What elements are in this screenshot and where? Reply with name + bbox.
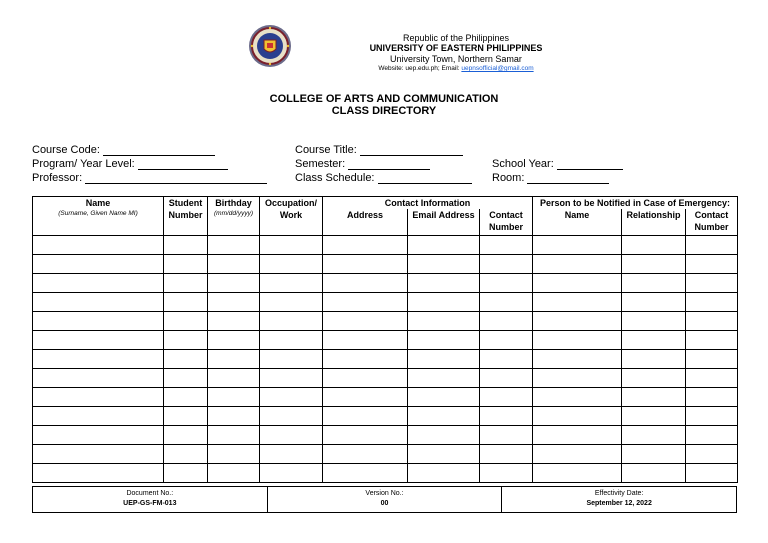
- table-cell[interactable]: [408, 331, 480, 350]
- table-cell[interactable]: [408, 236, 480, 255]
- table-cell[interactable]: [260, 312, 323, 331]
- table-cell[interactable]: [686, 369, 738, 388]
- col-student-number: Student Number: [164, 197, 208, 236]
- table-cell[interactable]: [323, 369, 408, 388]
- table-row: [33, 255, 738, 274]
- school-year-field[interactable]: [492, 158, 623, 170]
- effectivity-label: Effectivity Date:: [594, 490, 644, 497]
- table-cell[interactable]: [480, 293, 533, 312]
- table-cell[interactable]: [208, 350, 260, 369]
- col-birthday-label: Birthday: [215, 198, 252, 208]
- table-row: [33, 293, 738, 312]
- header-republic: Republic of the Philippines: [402, 33, 510, 43]
- table-cell[interactable]: [533, 331, 622, 350]
- table-cell[interactable]: [480, 388, 533, 407]
- table-row: [33, 350, 738, 369]
- table-cell[interactable]: [622, 236, 686, 255]
- table-cell[interactable]: [164, 255, 208, 274]
- table-cell[interactable]: [164, 426, 208, 445]
- table-cell[interactable]: [260, 350, 323, 369]
- table-cell[interactable]: [208, 369, 260, 388]
- table-cell[interactable]: [622, 464, 686, 483]
- semester-label: Semester:: [295, 158, 346, 170]
- school-year-label: School Year:: [492, 158, 554, 170]
- table-cell[interactable]: [622, 274, 686, 293]
- col-name-label: Name: [85, 198, 111, 208]
- table-cell[interactable]: [260, 464, 323, 483]
- table-cell[interactable]: [323, 445, 408, 464]
- table-cell[interactable]: [622, 350, 686, 369]
- document-title: CLASS DIRECTORY: [331, 105, 437, 117]
- table-cell[interactable]: [208, 426, 260, 445]
- table-cell[interactable]: [480, 312, 533, 331]
- table-cell[interactable]: [260, 236, 323, 255]
- table-row: [33, 312, 738, 331]
- table-cell[interactable]: [33, 426, 164, 445]
- table-cell[interactable]: [323, 255, 408, 274]
- table-cell[interactable]: [323, 331, 408, 350]
- table-row: [33, 331, 738, 350]
- room-field[interactable]: [492, 172, 609, 184]
- table-cell[interactable]: [164, 445, 208, 464]
- table-cell[interactable]: [480, 236, 533, 255]
- table-cell[interactable]: [323, 236, 408, 255]
- table-cell[interactable]: [260, 274, 323, 293]
- room-line[interactable]: [527, 173, 609, 184]
- table-cell[interactable]: [260, 407, 323, 426]
- website-text: Website: uep.edu.ph; Email:: [378, 65, 462, 72]
- table-cell[interactable]: [208, 274, 260, 293]
- table-cell[interactable]: [622, 445, 686, 464]
- table-cell[interactable]: [164, 236, 208, 255]
- table-row: [33, 464, 738, 483]
- table-row: [33, 445, 738, 464]
- program-year-label: Program/ Year Level:: [32, 158, 135, 170]
- table-cell[interactable]: [622, 255, 686, 274]
- room-label: Room:: [492, 172, 525, 184]
- header-town: University Town, Northern Samar: [390, 54, 522, 64]
- table-cell[interactable]: [164, 407, 208, 426]
- col-email-address: Email Address: [408, 209, 480, 236]
- col-emergency-name: Name: [533, 209, 622, 236]
- table-cell[interactable]: [164, 274, 208, 293]
- professor-label: Professor:: [32, 172, 83, 184]
- col-emergency-contact: Person to be Notified in Case of Emergency:: [533, 197, 738, 210]
- col-name: [33, 197, 164, 236]
- table-cell[interactable]: [260, 369, 323, 388]
- table-cell[interactable]: [686, 464, 738, 483]
- table-cell[interactable]: [622, 426, 686, 445]
- table-cell[interactable]: [208, 255, 260, 274]
- table-body: [33, 236, 738, 483]
- col-contact-number: Contact Number: [480, 209, 533, 236]
- table-cell[interactable]: [33, 255, 164, 274]
- class-schedule-label: Class Schedule:: [295, 172, 375, 184]
- col-birthday: [208, 197, 260, 236]
- table-row: [33, 274, 738, 293]
- table-row: [33, 388, 738, 407]
- table-cell[interactable]: [208, 312, 260, 331]
- table-cell[interactable]: [622, 388, 686, 407]
- table-cell[interactable]: [408, 350, 480, 369]
- course-code-line[interactable]: [103, 145, 215, 156]
- table-cell[interactable]: [323, 388, 408, 407]
- table-cell[interactable]: [323, 350, 408, 369]
- table-cell[interactable]: [323, 407, 408, 426]
- table-cell[interactable]: [686, 445, 738, 464]
- col-birthday-sub: (mm/dd/yyyy): [214, 210, 253, 217]
- table-cell[interactable]: [480, 426, 533, 445]
- table-row: [33, 407, 738, 426]
- table-cell[interactable]: [622, 312, 686, 331]
- table-cell[interactable]: [533, 312, 622, 331]
- table-cell[interactable]: [622, 331, 686, 350]
- table-cell[interactable]: [33, 464, 164, 483]
- table-cell[interactable]: [408, 255, 480, 274]
- table-cell[interactable]: [480, 350, 533, 369]
- course-code-field[interactable]: [32, 144, 215, 156]
- footer-document-no: [33, 487, 268, 513]
- table-cell[interactable]: [686, 274, 738, 293]
- class-schedule-field[interactable]: [295, 172, 472, 184]
- table-cell[interactable]: [533, 293, 622, 312]
- table-cell[interactable]: [408, 312, 480, 331]
- table-cell[interactable]: [480, 464, 533, 483]
- table-cell[interactable]: [480, 331, 533, 350]
- table-cell[interactable]: [260, 255, 323, 274]
- professor-field[interactable]: [32, 172, 267, 184]
- table-cell[interactable]: [323, 426, 408, 445]
- table-cell[interactable]: [686, 293, 738, 312]
- table-cell[interactable]: [323, 464, 408, 483]
- doc-no-label: Document No.:: [126, 490, 174, 497]
- table-cell[interactable]: [533, 274, 622, 293]
- table-row: [33, 426, 738, 445]
- table-cell[interactable]: [33, 236, 164, 255]
- header-website: [72, 65, 768, 72]
- table-cell[interactable]: [208, 464, 260, 483]
- table-cell[interactable]: [686, 255, 738, 274]
- table-cell[interactable]: [480, 445, 533, 464]
- col-address: Address: [323, 209, 408, 236]
- table-cell[interactable]: [686, 426, 738, 445]
- table-cell[interactable]: [533, 445, 622, 464]
- table-cell[interactable]: [408, 369, 480, 388]
- class-schedule-line[interactable]: [378, 173, 472, 184]
- table-cell[interactable]: [408, 274, 480, 293]
- table-cell[interactable]: [480, 407, 533, 426]
- col-relationship: Relationship: [622, 209, 686, 236]
- table-row: [33, 236, 738, 255]
- table-cell[interactable]: [533, 426, 622, 445]
- table-cell[interactable]: [164, 388, 208, 407]
- table-cell[interactable]: [33, 369, 164, 388]
- table-row: [33, 369, 738, 388]
- table-cell[interactable]: [622, 293, 686, 312]
- table-cell[interactable]: [686, 331, 738, 350]
- table-cell[interactable]: [33, 388, 164, 407]
- table-cell[interactable]: [323, 293, 408, 312]
- table-cell[interactable]: [208, 236, 260, 255]
- table-cell[interactable]: [480, 274, 533, 293]
- table-cell[interactable]: [33, 331, 164, 350]
- col-occupation: Occupation/ Work: [260, 197, 323, 236]
- table-cell[interactable]: [208, 331, 260, 350]
- table-cell[interactable]: [686, 407, 738, 426]
- table-cell[interactable]: [208, 293, 260, 312]
- table-cell[interactable]: [260, 388, 323, 407]
- header-university: UNIVERSITY OF EASTERN PHILIPPINES: [369, 43, 543, 53]
- table-cell[interactable]: [164, 464, 208, 483]
- doc-no-value: UEP-GS-FM-013: [123, 500, 177, 507]
- table-cell[interactable]: [480, 255, 533, 274]
- table-cell[interactable]: [164, 293, 208, 312]
- program-year-line[interactable]: [138, 159, 228, 170]
- table-cell[interactable]: [408, 426, 480, 445]
- table-cell[interactable]: [533, 407, 622, 426]
- version-label: Version No.:: [365, 490, 404, 497]
- table-cell[interactable]: [533, 369, 622, 388]
- footer-version-no: [267, 487, 502, 513]
- email-link[interactable]: uepnsofficial@gmail.com: [461, 65, 534, 72]
- table-cell[interactable]: [323, 312, 408, 331]
- table-cell[interactable]: [408, 388, 480, 407]
- table-cell[interactable]: [164, 350, 208, 369]
- table-cell[interactable]: [260, 293, 323, 312]
- table-cell[interactable]: [533, 388, 622, 407]
- course-title-field[interactable]: [295, 144, 463, 156]
- table-cell[interactable]: [33, 274, 164, 293]
- table-cell[interactable]: [208, 388, 260, 407]
- table-header-row: [33, 197, 738, 210]
- semester-field[interactable]: [295, 158, 430, 170]
- table-cell[interactable]: [408, 464, 480, 483]
- table-cell[interactable]: [33, 312, 164, 331]
- table-cell[interactable]: [533, 350, 622, 369]
- course-code-label: Course Code:: [32, 144, 100, 156]
- table-cell[interactable]: [686, 236, 738, 255]
- footer-row: [33, 487, 737, 513]
- program-year-field[interactable]: [32, 158, 228, 170]
- professor-line[interactable]: [85, 173, 267, 184]
- table-cell[interactable]: [208, 445, 260, 464]
- table-cell[interactable]: [622, 407, 686, 426]
- table-cell[interactable]: [164, 369, 208, 388]
- table-cell[interactable]: [260, 426, 323, 445]
- table-cell[interactable]: [33, 350, 164, 369]
- table-cell[interactable]: [408, 407, 480, 426]
- document-footer: [32, 486, 737, 513]
- version-value: 00: [380, 500, 389, 507]
- table-cell[interactable]: [164, 331, 208, 350]
- table-cell[interactable]: [533, 464, 622, 483]
- table-cell[interactable]: [33, 293, 164, 312]
- table-cell[interactable]: [408, 445, 480, 464]
- class-directory-table: [32, 196, 738, 483]
- semester-line[interactable]: [348, 159, 430, 170]
- col-emergency-contact-number: Contact Number: [686, 209, 738, 236]
- effectivity-value: September 12, 2022: [586, 500, 652, 507]
- table-cell[interactable]: [533, 255, 622, 274]
- course-title-line[interactable]: [360, 145, 463, 156]
- table-cell[interactable]: [323, 274, 408, 293]
- table-cell[interactable]: [408, 293, 480, 312]
- table-cell[interactable]: [164, 312, 208, 331]
- course-title-label: Course Title:: [295, 144, 357, 156]
- col-contact-information: Contact Information: [323, 197, 533, 210]
- table-cell[interactable]: [33, 407, 164, 426]
- table-cell[interactable]: [260, 331, 323, 350]
- table-cell[interactable]: [622, 369, 686, 388]
- table-cell[interactable]: [260, 445, 323, 464]
- table-cell[interactable]: [208, 407, 260, 426]
- college-name: COLLEGE OF ARTS AND COMMUNICATION: [269, 93, 499, 105]
- table-cell[interactable]: [686, 350, 738, 369]
- col-name-sub: (Surname, Given Name MI): [58, 210, 138, 217]
- table-cell[interactable]: [533, 236, 622, 255]
- table-cell[interactable]: [686, 312, 738, 331]
- table-cell[interactable]: [33, 445, 164, 464]
- table-cell[interactable]: [480, 369, 533, 388]
- table-cell[interactable]: [686, 388, 738, 407]
- footer-effectivity-date: [502, 487, 737, 513]
- school-year-line[interactable]: [557, 159, 623, 170]
